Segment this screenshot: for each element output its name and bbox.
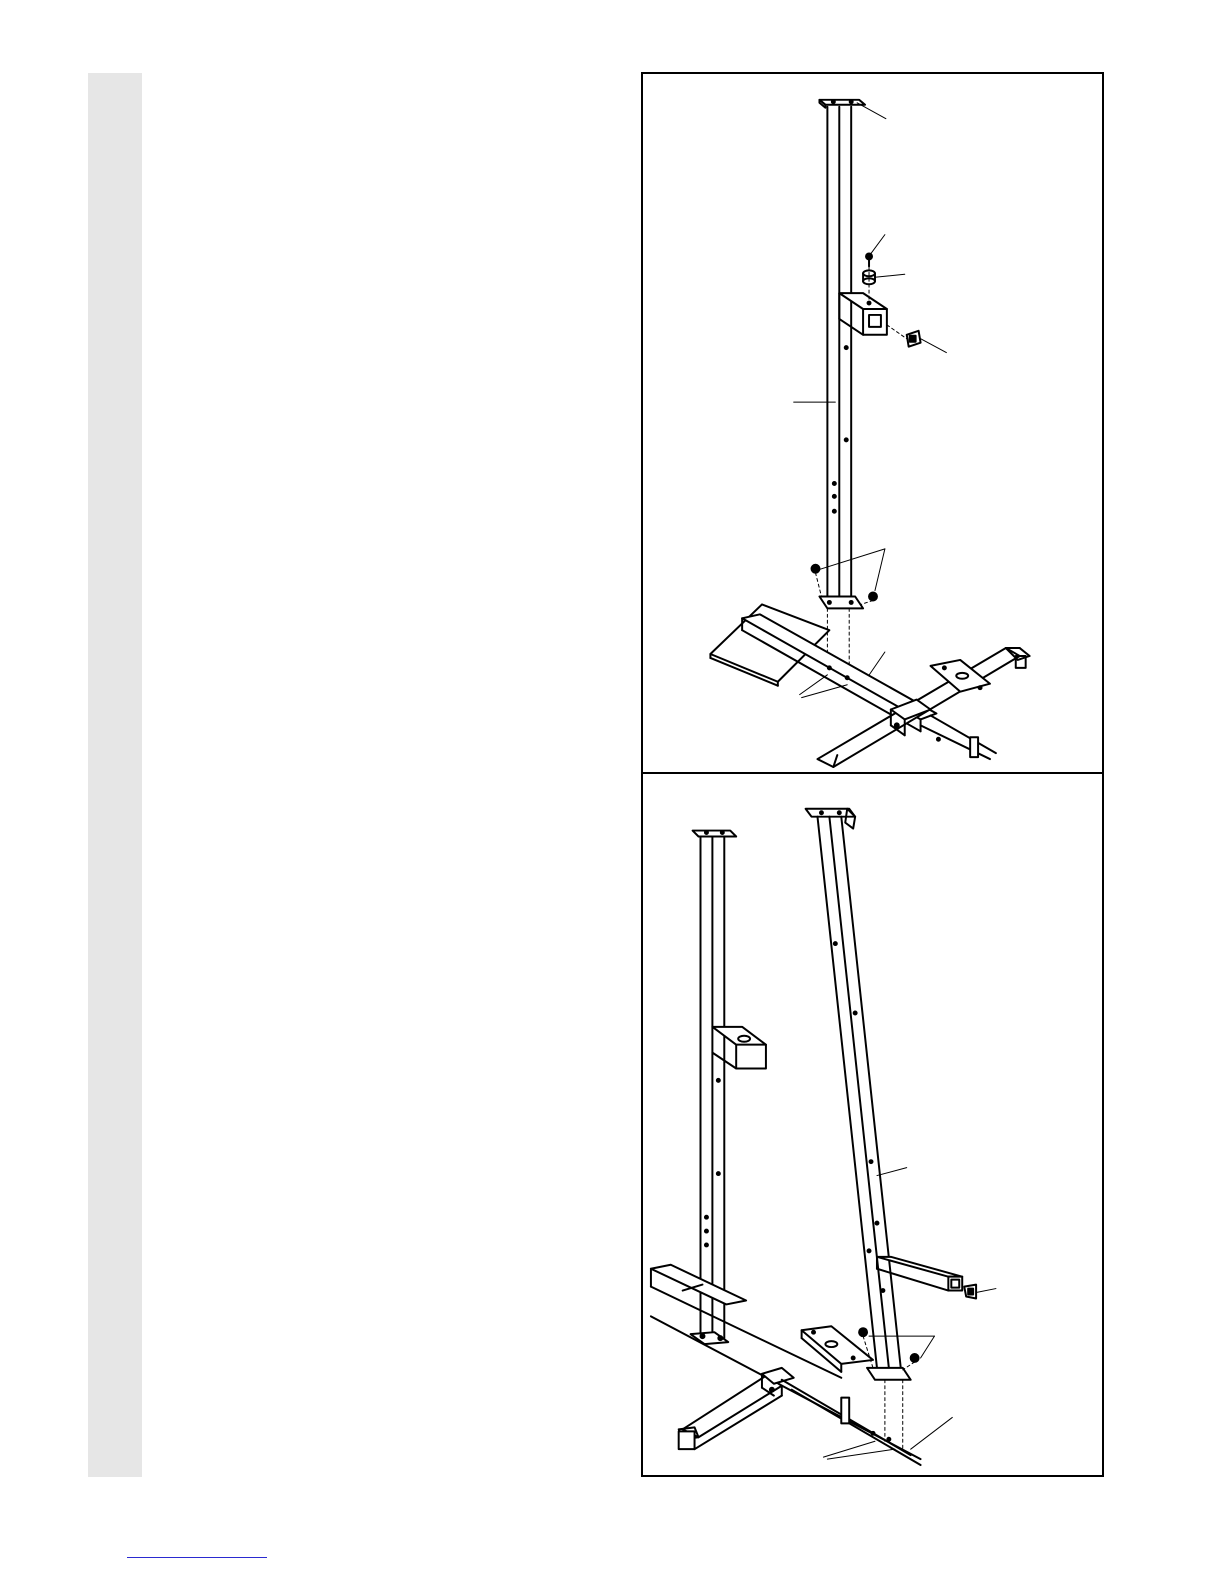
end-cap-icon <box>964 1285 976 1299</box>
margin-band <box>88 73 142 1477</box>
side-arm-icon <box>839 293 887 335</box>
angled-upright-icon <box>806 809 911 1380</box>
upright-assembly-drawing <box>643 74 1102 772</box>
nut-icon <box>812 565 877 601</box>
assembly-figure-bottom <box>641 772 1104 1477</box>
upright-tube-icon <box>827 107 851 601</box>
end-cap-icon <box>907 331 921 347</box>
base-frame-icon <box>742 614 1029 767</box>
assembly-figure-top <box>641 72 1104 774</box>
bolt-icon <box>866 253 872 266</box>
second-upright-assembly-drawing <box>643 774 1102 1475</box>
footer-link-rule <box>127 1557 267 1558</box>
installed-upright-icon <box>693 831 766 1339</box>
